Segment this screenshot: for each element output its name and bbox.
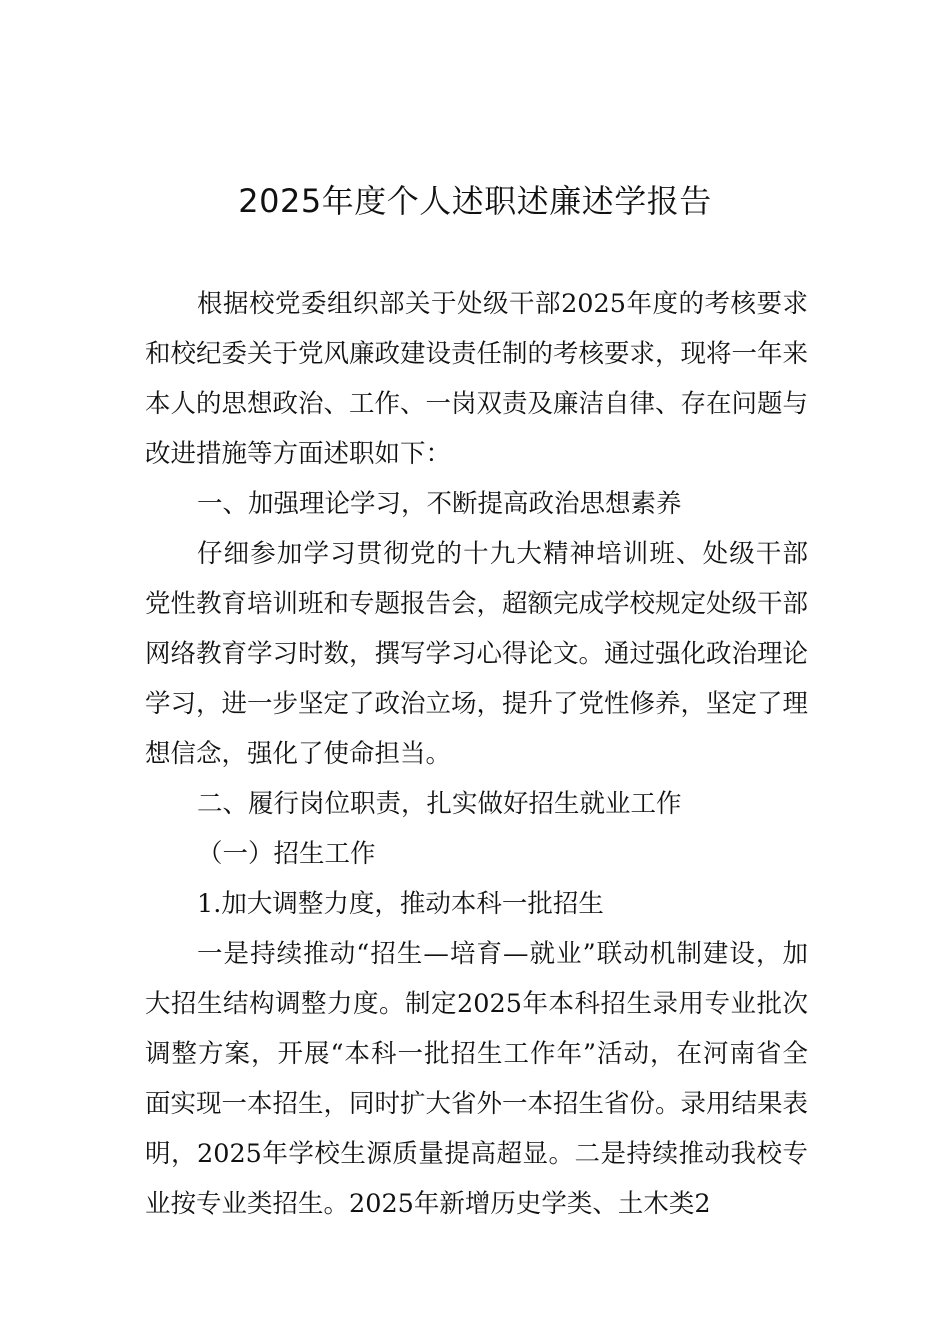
document-title: 2025年度个人述职述廉述学报告 (238, 182, 712, 220)
document-body (145, 279, 808, 1229)
intro-paragraph: 根据校党委组织部关于处级干部2025年度的考核要求和校纪委关于党风廉政建设责任制的考核要求，现将一年来本人的思想政治、工作、一岗双责及廉洁自律、存在问题与改进措施等方面述职如下： (145, 289, 809, 469)
section-heading-2: 二、履行岗位职责，扎实做好招生就业工作 (197, 789, 682, 819)
section-1-paragraph: 仔细参加学习贯彻党的十九大精神培训班、处级干部党性教育培训班和专题报告会，超额完成学校规定处级干部网络教育学习时数，撰写学习心得论文。通过强化政治理论学习，进一步坚定了政治立场，提升了党性修养，坚定了理想信念，强化了使命担当。 (145, 539, 809, 769)
subsection-heading-enrollment: （一）招生工作 (197, 839, 376, 869)
item-heading-1: 1.加大调整力度，推动本科一批招生 (197, 889, 604, 919)
section-heading-1: 一、加强理论学习，不断提高政治思想素养 (197, 489, 682, 519)
item-1-paragraph: 一是持续推动“招生—培育—就业”联动机制建设，加大招生结构调整力度。制定2025年本科招生录用专业批次调整方案，开展“本科一批招生工作年”活动，在河南省全面实现一本招生，同时扩大省外一本招生省份。录用结果表明，2025年学校生源质量提高超显。二是持续推动我校专业按专业类招生。2025年新增历史学类、土木类2 (145, 939, 809, 1219)
